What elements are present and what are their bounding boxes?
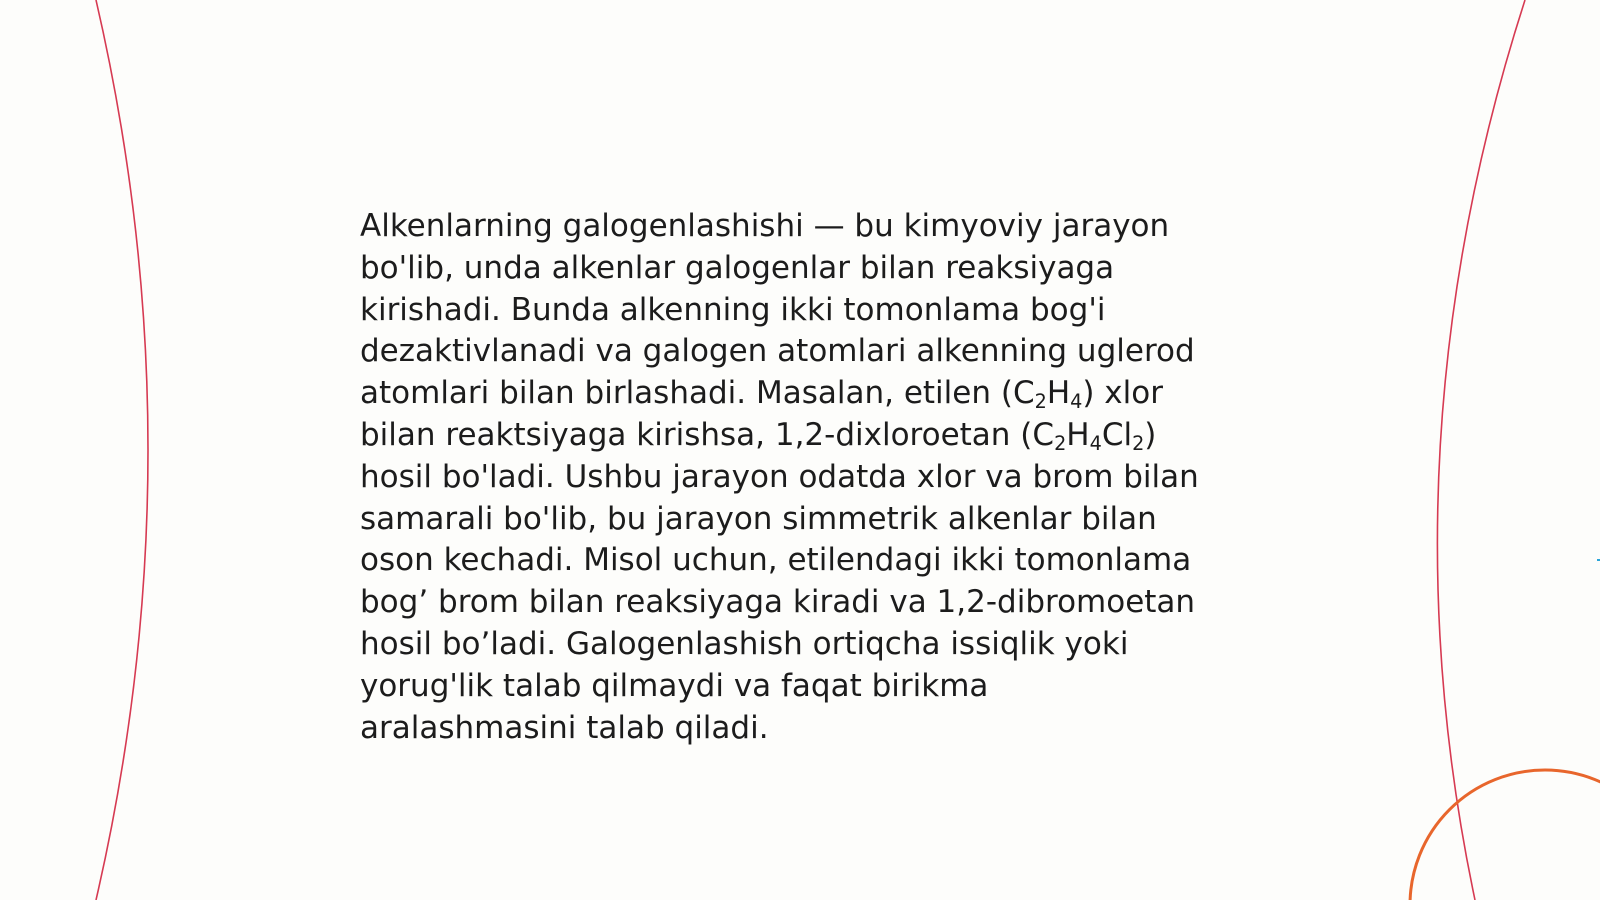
text-run: hosil bo'ladi. Ushbu jarayon odatda xlor va brom bilan <box>360 458 1199 495</box>
subscript: 2 <box>1054 431 1067 455</box>
paragraph-line <box>360 415 1260 457</box>
text-run: oson kechadi. Misol uchun, etilendagi ikki tomonlama <box>360 542 1192 579</box>
text-run: ) xlor <box>1082 375 1163 412</box>
paragraph-line <box>360 290 1260 332</box>
text-run: bilan reaktsiyaga kirishsa, 1,2-dixloroetan (C <box>360 416 1055 453</box>
subscript: 2 <box>1034 389 1047 413</box>
text-run: bog’ brom bilan reaksiyaga kiradi va 1,2-dibromoetan <box>360 584 1196 621</box>
text-run: kirishadi. Bunda alkenning ikki tomonlama bog'i <box>360 291 1106 328</box>
paragraph-line <box>360 582 1260 624</box>
body-paragraph <box>360 206 1260 749</box>
paragraph-line <box>360 248 1260 290</box>
text-run: atomlari bilan birlashadi. Masalan, etilen (C <box>360 375 1035 412</box>
text-run: dezaktivlanadi va galogen atomlari alkenning uglerod <box>360 333 1195 370</box>
paragraph-line <box>360 331 1260 373</box>
text-run: Cl <box>1101 416 1133 453</box>
right-arc-line <box>1437 0 1525 900</box>
paragraph-line <box>360 540 1260 582</box>
paragraph-line <box>360 373 1260 415</box>
paragraph-line <box>360 624 1260 666</box>
subscript: 4 <box>1070 389 1083 413</box>
paragraph-line <box>360 206 1260 248</box>
text-run: Alkenlarning galogenlashishi — bu kimyoviy jarayon <box>360 208 1170 244</box>
text-run: bo'lib, unda alkenlar galogenlar bilan reaksiyaga <box>360 249 1115 286</box>
paragraph-line <box>360 708 1260 750</box>
text-run: H <box>1046 375 1071 412</box>
text-run: H <box>1066 416 1090 453</box>
text-run: hosil bo’ladi. Galogenlashish ortiqcha issiqlik yoki <box>360 625 1129 662</box>
subscript: 4 <box>1089 431 1102 455</box>
paragraph-line <box>360 457 1260 499</box>
paragraph-line <box>360 666 1260 708</box>
orange-circle-arc <box>1410 770 1600 900</box>
subscript: 2 <box>1132 431 1145 455</box>
text-run: samarali bo'lib, bu jarayon simmetrik alkenlar bilan <box>360 500 1157 537</box>
text-run: ) <box>1144 416 1157 453</box>
text-run: aralashmasini talab qiladi. <box>360 709 769 746</box>
paragraph-line <box>360 499 1260 541</box>
text-run: yorug'lik talab qilmaydi va faqat birikma <box>360 667 989 704</box>
left-arc-line <box>96 0 148 900</box>
